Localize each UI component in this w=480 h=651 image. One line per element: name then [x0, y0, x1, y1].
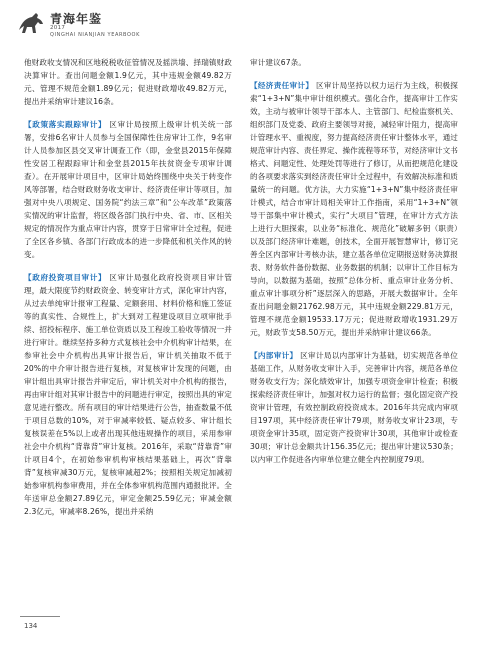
section-body: 区审计局按照上级审计机关统一部署，安排6名审计人员参与全国保障性住房审计工作，9名审计人员参加区县交叉审计调查工作（即，金堂县2015年保障性安居工程跟踪审计和金堂县2015年扶贫资金专项审计调查）。在开展审计项目中，区审计局始终围绕中央关于转变作风等部署，结合财政财务收支审计、经济责任审计等项目，加强对中央八项规定、国务院“约法三章”和“公车改革”政策落实情况的审计监督，将区级各部门执行中央、省、市、区相关规定的情况作为重点审计内容，贯穿于日常审计全过程，促进了全区各乡镇、各部门行政成本的进一步降低和机关作风的转变。	[24, 120, 233, 259]
internal-audit-section	[250, 349, 458, 466]
economic-responsibility-section	[250, 79, 458, 339]
policy-audit-section	[24, 118, 232, 261]
yearbook-title: 青海年鉴	[50, 12, 103, 26]
right-column	[250, 56, 458, 466]
yearbook-subtitle: QINGHAI NIANJIAN YEARBOOK	[50, 32, 140, 38]
right-paragraph-continued: 审计建议67条。	[250, 58, 307, 67]
section-title: 【政府投资项目审计】	[24, 273, 107, 282]
section-body: 区审计局强化政府投资项目审计管理，最大限度节约财政资金、转变审计方式，深化审计内容，从过去单纯审计报审工程量、定额套用、材料价格和施工签证等的真实性、合规性上，扩大到对工程建设项目立项审批手续、招投标程序、施工单位资质以及工程竣工验收等情况一并进行审计。继续坚持多种方式复核社会中介机构审计结果，在参审社会中介机构出具审计报告后，审计机关抽取不低于20%的中介审计报告进行复核，对复核审计发现的问题，由审计组出具审计报告并审定后，审计机关对中介机构的报告，再由审计组对其审计报告中的问题进行审定，按照出具的审定意见进行整改。所有项目的审计结果进行公告，抽查数量不低于项目总数的10%，对于审减率较低、疑点较多、审计组长复核误差在5%以上或者出现其他违规操作的项目，采用参审社会中介机构“背靠背”审计复核。2016年，采取“背靠背”审计项目4个，在初始参审机构审核结果基础上，再次“背靠背”复核审减30万元，复核审减超2%；按照相关规定加减初始参审机构参审费用，并在全体参审机构范围内通报批评。全年送审总金额27.89亿元，审定金额25.59亿元；审减金额2.3亿元，审减率8.26%，提出并采纳	[24, 273, 233, 516]
section-body: 区审计局坚持以权力运行为主线，积极探索“1+3+N”集中审计组织模式。强化合作，提高审计工作实效，主动与被审计领导干部本人、主管部门、纪检监察机关、组织部门及党委、政府主要领导对接，减轻审计阻力，提高审计管理水平、重视度，努力提高经济责任审计整体水平，通过规范审计内容、责任界定、操作流程等环节，对经济审计文书格式、问题定性、处理处罚等进行了修订，从而把规范化建设的各项要求落实到经济责任审计全过程中，有效解决标准和质量统一的问题。优方法，大力实施“1+3+N”集中经济责任审计模式，结合市审计局相关审计工作指南，采用“1+3+N”领导干部集中审计模式，实行“大项目”管理，在审计方式方法上进行大胆探索，以业务“标准化、规范化”破解多钥（职责）以及部门经济审计难题，创技术，全面开展智慧审计，修订完善全区内部审计考核办法，建立基各单位定期报送财务决算报表、财务软件备份数据、业务数据的机制；以审计工作目标为导向，以数据为基础，按照“总体分析、重点审计业务分析、重点审计事项分析”逐层深入的思路，开展大数据审计。全年查出问题金额21762.98万元，其中违规金额229.81万元，管理不规范金额19533.17万元；促进财政增收1931.29万元，财政节支58.50万元，提出并采纳审计建议66条。	[250, 81, 458, 337]
yearbook-header	[16, 6, 156, 46]
section-body: 区审计局以内部审计为基础，切实规范各单位基础工作，从财务收支审计入手，完善审计内容，规范各单位财务收支行为；深化绩效审计，加强专项资金审计检查；积极探索经济责任审计，加强对权力运行的监督；强化固定资产投资审计管理，有效控制政府投资成本。2016年共完成内审项目197项，其中经济责任审计79项，财务收支审计23项，专项资金审计35项，固定资产投资审计30项，其他审计或检查30项；审计总金额共计156.35亿元；提出审计建议530条；以内审工作促进各内审单位建立健全内控制度79项。	[250, 351, 459, 464]
section-title: 【内部审计】	[250, 351, 298, 360]
left-paragraph-continued: 他财政收支情况和区地税税收征管情况及摇洪墙、择瑞镇财政决算审计。查出问题金额1.9亿元，其中违规金额49.82万元、管理不规范金额1.89亿元；促进财政增收49.82万元，提出并采纳审计建议16条。	[24, 58, 232, 106]
section-title: 【政策落实跟踪审计】	[24, 120, 107, 129]
page-number: 134	[24, 622, 38, 630]
horse-logo-icon	[16, 8, 46, 38]
section-title: 【经济责任审计】	[250, 81, 314, 90]
yearbook-year: 2017	[50, 25, 66, 31]
left-column	[24, 56, 232, 518]
investment-audit-section	[24, 271, 232, 518]
footer-divider	[20, 616, 60, 617]
